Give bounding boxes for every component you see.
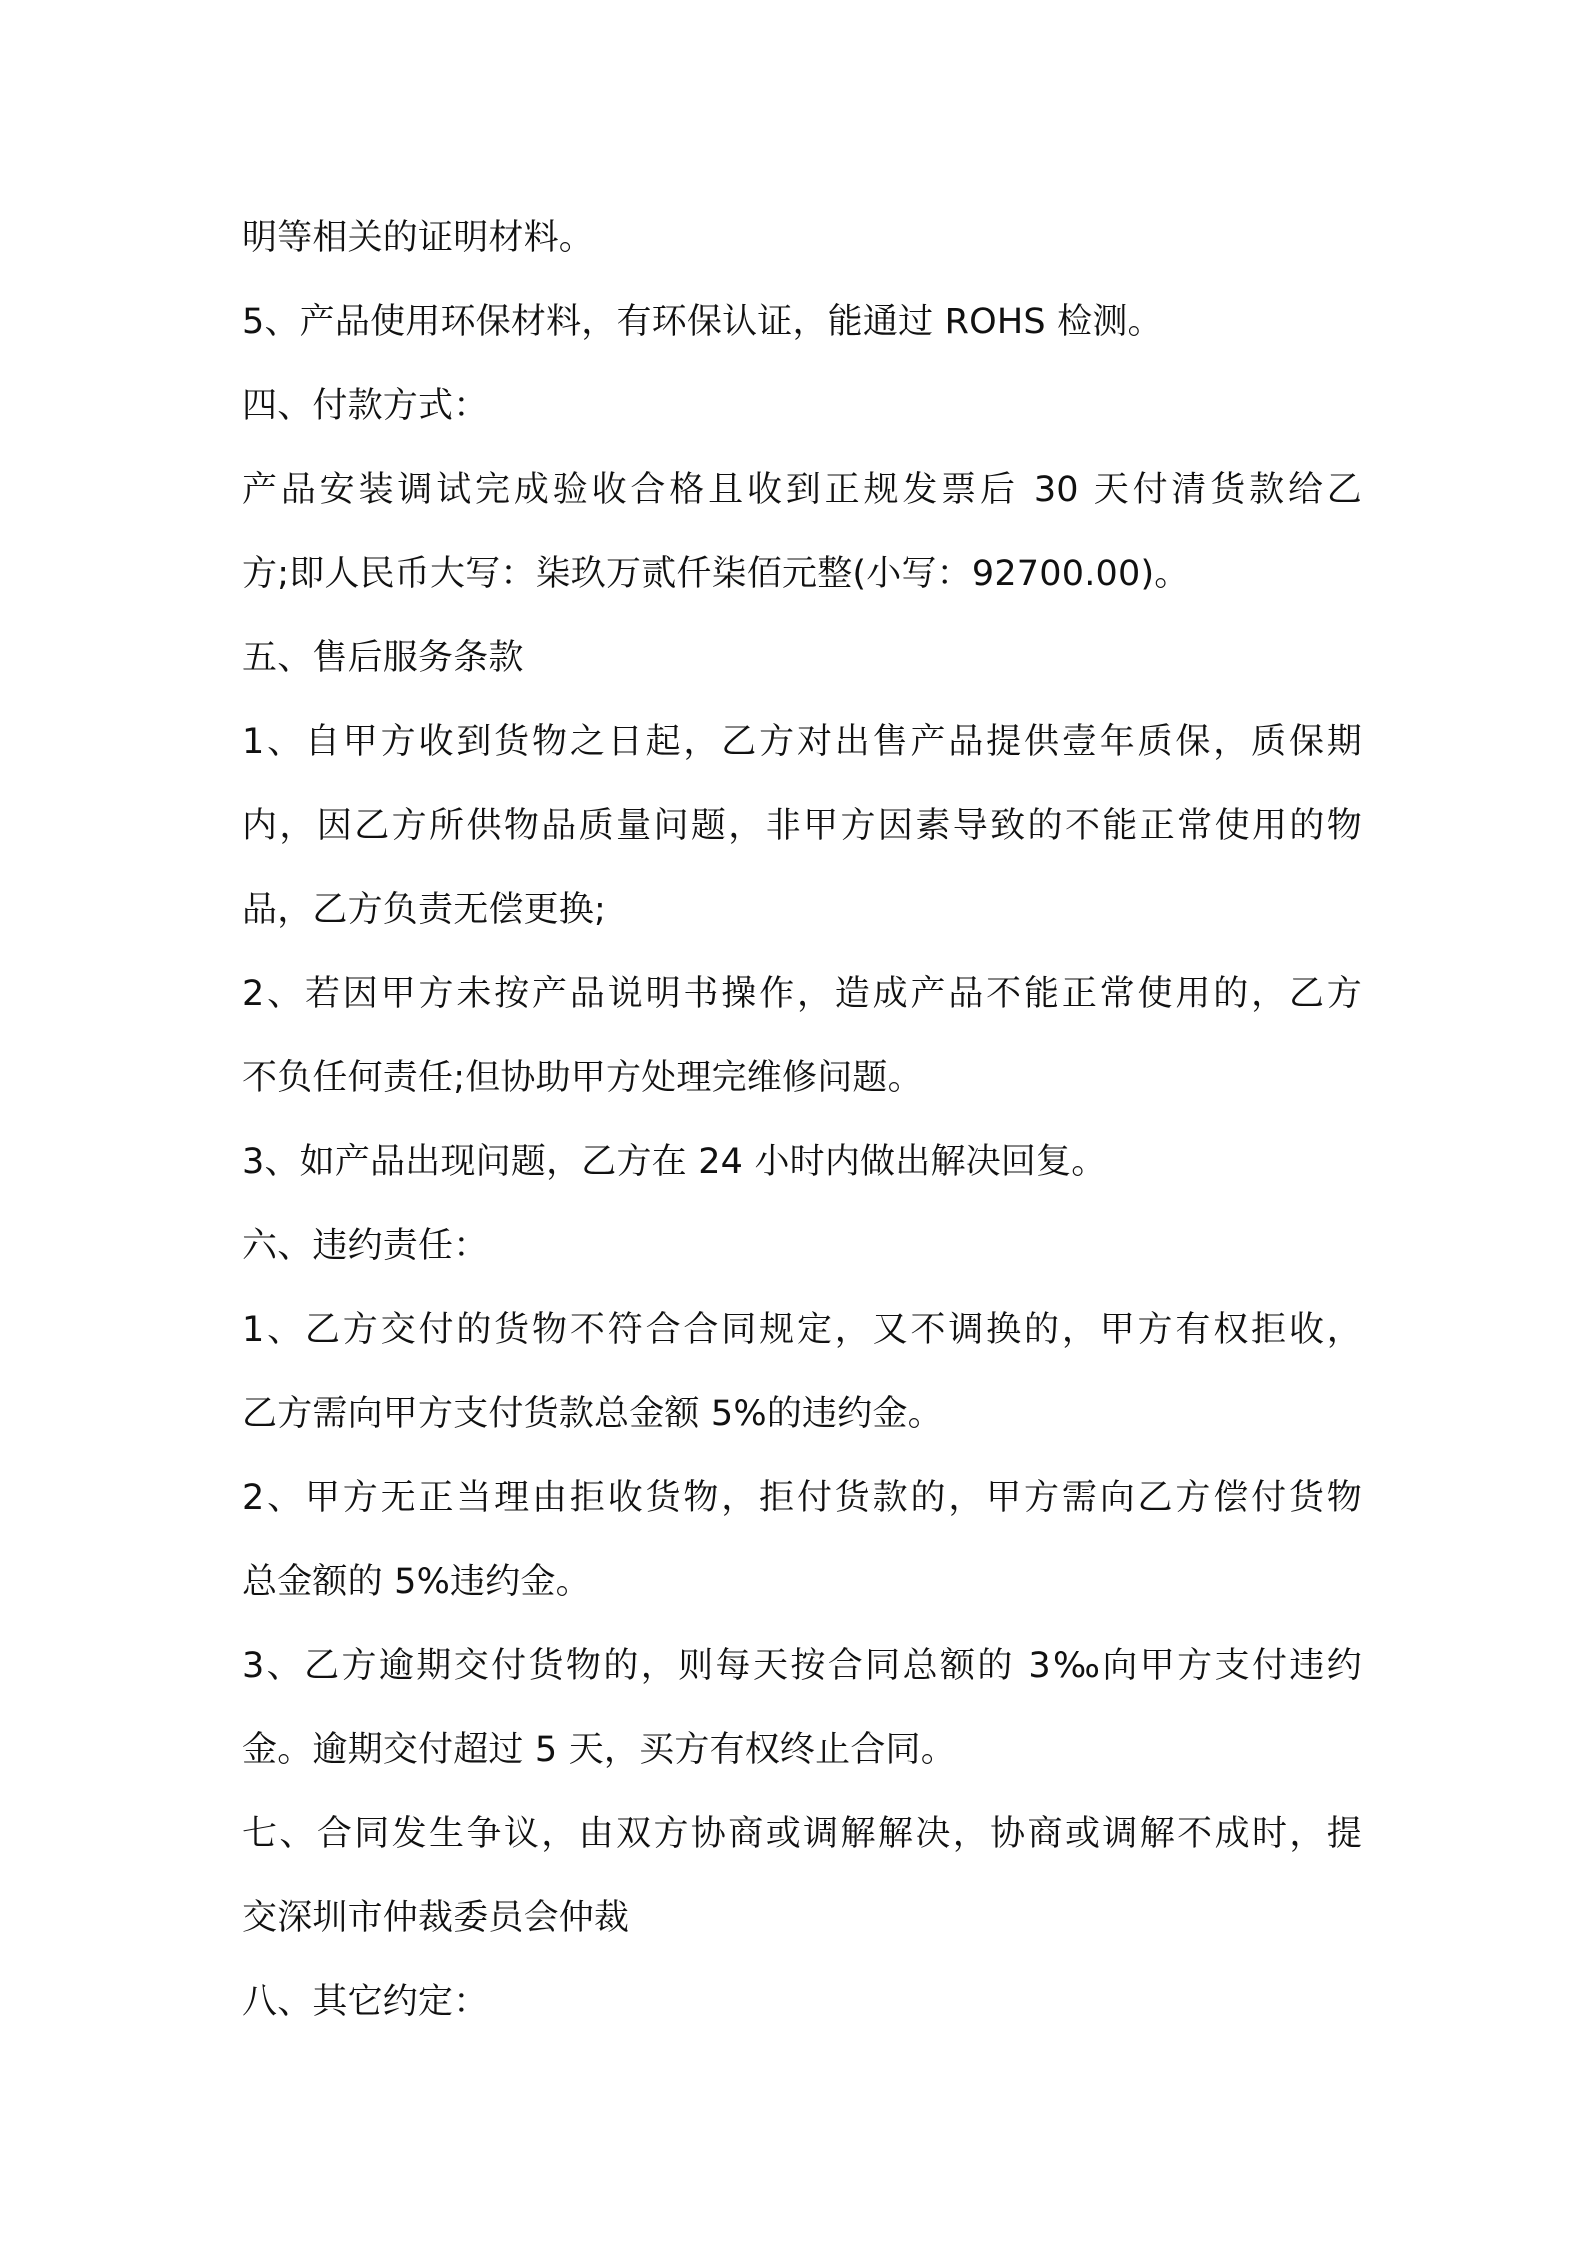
text-line-9: 品，乙方负责无偿更换; [242, 890, 606, 930]
text-line-17: 总金额的 5%违约金。 [242, 1562, 591, 1602]
text-line-4: 产品安装调试完成验收合格且收到正规发票后 30 天付清货款给乙 [242, 470, 1362, 510]
text-line-1: 明等相关的证明材料。 [242, 218, 595, 258]
text-line-19: 金。逾期交付超过 5 天，买方有权终止合同。 [242, 1730, 956, 1770]
text-line-8: 内，因乙方所供物品质量问题，非甲方因素导致的不能正常使用的物 [242, 806, 1362, 846]
text-line-10: 2、若因甲方未按产品说明书操作，造成产品不能正常使用的，乙方 [242, 974, 1362, 1014]
section-heading-payment: 四、付款方式： [242, 386, 489, 426]
text-line-11: 不负任何责任;但协助甲方处理完维修问题。 [242, 1058, 923, 1098]
section-heading-other: 八、其它约定： [242, 1982, 489, 2022]
text-line-21: 交深圳市仲裁委员会仲裁 [242, 1898, 630, 1938]
text-line-14: 1、乙方交付的货物不符合合同规定，又不调换的，甲方有权拒收， [242, 1310, 1362, 1350]
text-line-12: 3、如产品出现问题，乙方在 24 小时内做出解决回复。 [242, 1142, 1107, 1182]
text-line-2: 5、产品使用环保材料，有环保认证，能通过 ROHS 检测。 [242, 302, 1163, 342]
text-line-16: 2、甲方无正当理由拒收货物，拒付货款的，甲方需向乙方偿付货物 [242, 1478, 1362, 1518]
section-heading-breach: 六、违约责任： [242, 1226, 489, 1266]
contract-text [242, 196, 1362, 2044]
text-line-5: 方;即人民币大写：柒玖万贰仟柒佰元整(小写：92700.00)。 [242, 554, 1190, 594]
text-line-7: 1、自甲方收到货物之日起，乙方对出售产品提供壹年质保，质保期 [242, 722, 1362, 762]
text-line-15: 乙方需向甲方支付货款总金额 5%的违约金。 [242, 1394, 943, 1434]
text-line-18: 3、乙方逾期交付货物的，则每天按合同总额的 3‰向甲方支付违约 [242, 1646, 1362, 1686]
section-heading-after-sales: 五、售后服务条款 [242, 638, 524, 678]
section-dispute: 七、合同发生争议，由双方协商或调解解决，协商或调解不成时，提 [242, 1814, 1362, 1854]
